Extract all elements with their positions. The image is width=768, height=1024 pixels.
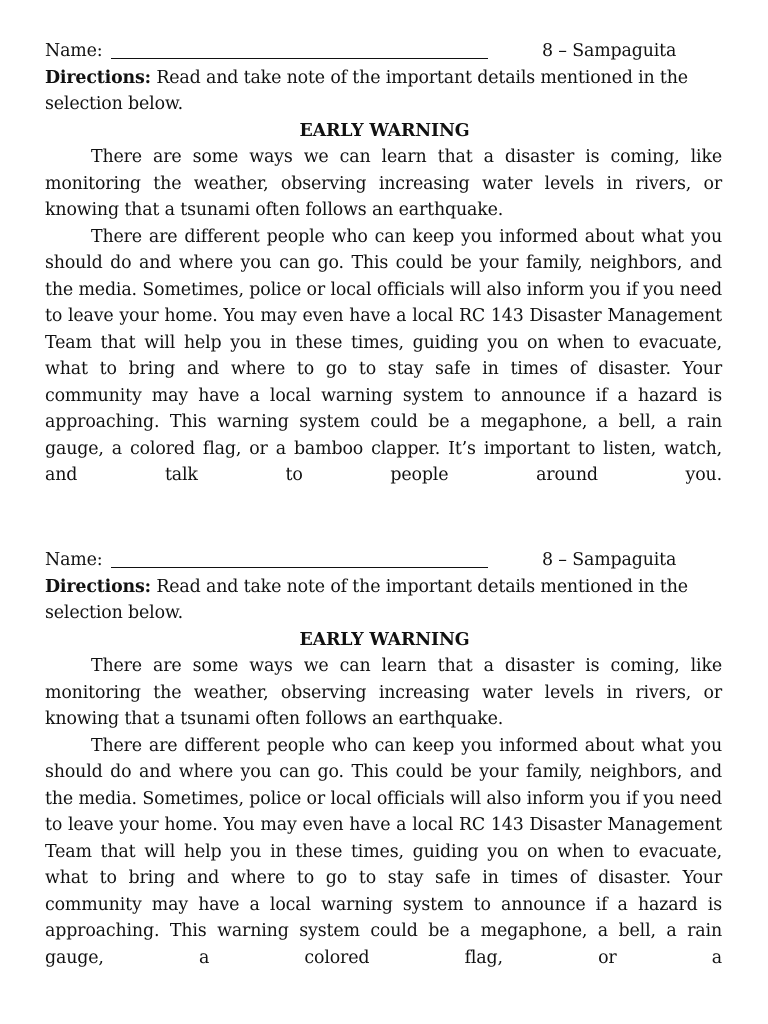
paragraph-1: There are some ways we can learn that a disaster is coming, like monitoring the weather, observing increasing water levels in rivers, or knowing that a tsunami often follows an earthquake. (45, 147, 722, 220)
paragraph-2: There are different people who can keep you informed about what you should do and where you can go. This could be your family, neighbors, and the media. Sometimes, police or local officials will also inform you if you need to leave your home. You may even have a local RC 143 Disaster Management Team that will help you in these times, guiding you on when to evacuate, what to bring and where to go to stay safe in times of disaster. Your community may have a local warning system to announce if a hazard is approaching. This warning system could be a megaphone, a bell, a rain gauge, a colored flag, or a bamboo clapper. It’s important to listen, watch, and talk to people around you. (45, 226, 722, 485)
directions (45, 65, 722, 118)
paragraph-2-truncated: There are different people who can keep you informed about what you should do and where you can go. This could be your family, neighbors, and the media. Sometimes, police or local officials will also inform you if you need to leave your home. You may even have a local RC 143 Disaster Management Team that will help you in these times, guiding you on when to evacuate, what to bring and where to go to stay safe in times of disaster. Your community may have a local warning system to announce if a hazard is approaching. This warning system could be a megaphone, a bell, a rain gauge, a colored flag, or a (45, 735, 722, 968)
directions-label: Directions: (45, 67, 151, 88)
directions (45, 574, 722, 627)
directions-text: Read and take note of the important details mentioned in the selection below. (45, 67, 688, 114)
directions-label: Directions: (45, 576, 151, 597)
directions-text: Read and take note of the important details mentioned in the selection below. (45, 576, 688, 623)
selection-title: EARLY WARNING (299, 120, 470, 141)
name-row (45, 547, 722, 574)
handout-copy-2 (45, 547, 722, 971)
section-label: 8 – Sampaguita (542, 41, 677, 61)
name-blank-line[interactable] (111, 58, 488, 59)
selection-title: EARLY WARNING (299, 629, 470, 650)
name-blank-line[interactable] (111, 567, 488, 568)
name-label: Name: (45, 41, 103, 61)
paragraph-1: There are some ways we can learn that a disaster is coming, like monitoring the weather, observing increasing water levels in rivers, or knowing that a tsunami often follows an earthquake. (45, 656, 722, 729)
name-label: Name: (45, 550, 103, 570)
section-label: 8 – Sampaguita (542, 550, 677, 570)
name-row (45, 38, 722, 65)
handout-copy-1 (45, 38, 722, 489)
